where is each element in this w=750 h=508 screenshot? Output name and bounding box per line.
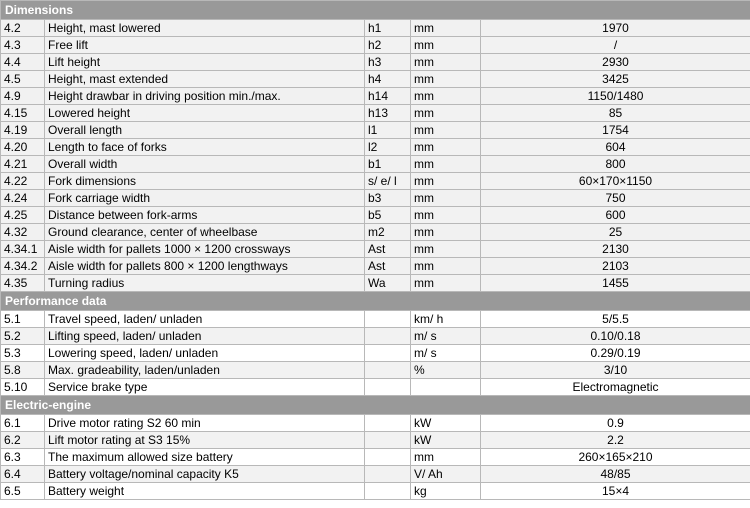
item-number-cell: 4.32	[1, 224, 45, 241]
symbol-cell: Ast	[365, 241, 411, 258]
symbol-cell: Wa	[365, 275, 411, 292]
value-cell: 3425	[481, 71, 750, 88]
description-cell: Aisle width for pallets 1000 × 1200 crossways	[45, 241, 365, 258]
value-cell: 800	[481, 156, 750, 173]
symbol-cell: h13	[365, 105, 411, 122]
unit-cell: mm	[411, 156, 481, 173]
description-cell: Overall length	[45, 122, 365, 139]
table-row	[1, 432, 750, 449]
description-cell: Overall width	[45, 156, 365, 173]
unit-cell: mm	[411, 207, 481, 224]
item-number-cell: 4.34.1	[1, 241, 45, 258]
item-number-cell: 4.3	[1, 37, 45, 54]
description-cell: Lowered height	[45, 105, 365, 122]
description-cell: Height drawbar in driving position min./max.	[45, 88, 365, 105]
section-header	[1, 396, 750, 415]
value-cell: 0.10/0.18	[481, 328, 750, 345]
unit-cell: mm	[411, 275, 481, 292]
description-cell: Lift height	[45, 54, 365, 71]
description-cell: The maximum allowed size battery	[45, 449, 365, 466]
symbol-cell: s/ e/ l	[365, 173, 411, 190]
item-number-cell: 4.25	[1, 207, 45, 224]
table-row	[1, 207, 750, 224]
description-cell: Turning radius	[45, 275, 365, 292]
item-number-cell: 5.8	[1, 362, 45, 379]
table-row	[1, 275, 750, 292]
unit-cell: mm	[411, 258, 481, 275]
item-number-cell: 4.20	[1, 139, 45, 156]
section-title: Electric-engine	[1, 396, 750, 415]
symbol-cell	[365, 483, 411, 500]
description-cell: Free lift	[45, 37, 365, 54]
item-number-cell: 5.2	[1, 328, 45, 345]
unit-cell: mm	[411, 37, 481, 54]
item-number-cell: 4.19	[1, 122, 45, 139]
symbol-cell	[365, 311, 411, 328]
description-cell: Fork carriage width	[45, 190, 365, 207]
unit-cell: %	[411, 362, 481, 379]
table-row	[1, 37, 750, 54]
symbol-cell	[365, 328, 411, 345]
unit-cell: kW	[411, 432, 481, 449]
symbol-cell	[365, 379, 411, 396]
description-cell: Max. gradeability, laden/unladen	[45, 362, 365, 379]
description-cell: Fork dimensions	[45, 173, 365, 190]
item-number-cell: 4.35	[1, 275, 45, 292]
section-title: Dimensions	[1, 1, 750, 20]
item-number-cell: 6.3	[1, 449, 45, 466]
symbol-cell: l1	[365, 122, 411, 139]
description-cell: Height, mast lowered	[45, 20, 365, 37]
table-row	[1, 258, 750, 275]
table-row	[1, 328, 750, 345]
value-cell: 25	[481, 224, 750, 241]
table-row	[1, 466, 750, 483]
description-cell: Travel speed, laden/ unladen	[45, 311, 365, 328]
symbol-cell	[365, 449, 411, 466]
table-row	[1, 122, 750, 139]
item-number-cell: 4.15	[1, 105, 45, 122]
description-cell: Drive motor rating S2 60 min	[45, 415, 365, 432]
symbol-cell: b3	[365, 190, 411, 207]
item-number-cell: 4.22	[1, 173, 45, 190]
value-cell: 3/10	[481, 362, 750, 379]
table-row	[1, 415, 750, 432]
description-cell: Aisle width for pallets 800 × 1200 lengthways	[45, 258, 365, 275]
value-cell: 48/85	[481, 466, 750, 483]
value-cell: 600	[481, 207, 750, 224]
table-row	[1, 20, 750, 37]
unit-cell: kg	[411, 483, 481, 500]
value-cell: 1754	[481, 122, 750, 139]
unit-cell: mm	[411, 173, 481, 190]
value-cell: 1455	[481, 275, 750, 292]
description-cell: Service brake type	[45, 379, 365, 396]
section-title: Performance data	[1, 292, 750, 311]
symbol-cell	[365, 415, 411, 432]
unit-cell	[411, 379, 481, 396]
description-cell: Lowering speed, laden/ unladen	[45, 345, 365, 362]
value-cell: 2103	[481, 258, 750, 275]
table-row	[1, 449, 750, 466]
item-number-cell: 5.10	[1, 379, 45, 396]
item-number-cell: 6.2	[1, 432, 45, 449]
value-cell: 0.9	[481, 415, 750, 432]
unit-cell: km/ h	[411, 311, 481, 328]
item-number-cell: 4.9	[1, 88, 45, 105]
symbol-cell	[365, 466, 411, 483]
unit-cell: mm	[411, 71, 481, 88]
symbol-cell: h2	[365, 37, 411, 54]
table-row	[1, 345, 750, 362]
item-number-cell: 5.3	[1, 345, 45, 362]
item-number-cell: 6.4	[1, 466, 45, 483]
item-number-cell: 4.4	[1, 54, 45, 71]
item-number-cell: 4.5	[1, 71, 45, 88]
table-row	[1, 88, 750, 105]
description-cell: Lifting speed, laden/ unladen	[45, 328, 365, 345]
value-cell: 0.29/0.19	[481, 345, 750, 362]
table-row	[1, 173, 750, 190]
description-cell: Lift motor rating at S3 15%	[45, 432, 365, 449]
symbol-cell: m2	[365, 224, 411, 241]
table-row	[1, 190, 750, 207]
value-cell: 60×170×1150	[481, 173, 750, 190]
section-header	[1, 292, 750, 311]
spec-table-body	[1, 1, 750, 500]
description-cell: Distance between fork-arms	[45, 207, 365, 224]
table-row	[1, 139, 750, 156]
table-row	[1, 71, 750, 88]
value-cell: 750	[481, 190, 750, 207]
value-cell: /	[481, 37, 750, 54]
symbol-cell: l2	[365, 139, 411, 156]
symbol-cell	[365, 362, 411, 379]
value-cell: Electromagnetic	[481, 379, 750, 396]
item-number-cell: 4.24	[1, 190, 45, 207]
value-cell: 85	[481, 105, 750, 122]
unit-cell: mm	[411, 190, 481, 207]
item-number-cell: 6.1	[1, 415, 45, 432]
symbol-cell	[365, 432, 411, 449]
unit-cell: mm	[411, 224, 481, 241]
section-header	[1, 1, 750, 20]
unit-cell: m/ s	[411, 345, 481, 362]
description-cell: Length to face of forks	[45, 139, 365, 156]
value-cell: 2.2	[481, 432, 750, 449]
value-cell: 15×4	[481, 483, 750, 500]
table-row	[1, 362, 750, 379]
table-row	[1, 105, 750, 122]
value-cell: 2930	[481, 54, 750, 71]
unit-cell: mm	[411, 88, 481, 105]
value-cell: 604	[481, 139, 750, 156]
unit-cell: mm	[411, 139, 481, 156]
table-row	[1, 156, 750, 173]
description-cell: Ground clearance, center of wheelbase	[45, 224, 365, 241]
unit-cell: V/ Ah	[411, 466, 481, 483]
value-cell: 5/5.5	[481, 311, 750, 328]
description-cell: Battery weight	[45, 483, 365, 500]
symbol-cell: h4	[365, 71, 411, 88]
description-cell: Battery voltage/nominal capacity K5	[45, 466, 365, 483]
unit-cell: mm	[411, 122, 481, 139]
table-row	[1, 379, 750, 396]
table-row	[1, 311, 750, 328]
table-row	[1, 241, 750, 258]
value-cell: 1150/1480	[481, 88, 750, 105]
table-row	[1, 483, 750, 500]
unit-cell: kW	[411, 415, 481, 432]
unit-cell: mm	[411, 20, 481, 37]
unit-cell: mm	[411, 449, 481, 466]
value-cell: 260×165×210	[481, 449, 750, 466]
item-number-cell: 4.2	[1, 20, 45, 37]
unit-cell: mm	[411, 105, 481, 122]
value-cell: 1970	[481, 20, 750, 37]
table-row	[1, 224, 750, 241]
item-number-cell: 4.34.2	[1, 258, 45, 275]
item-number-cell: 5.1	[1, 311, 45, 328]
symbol-cell: b1	[365, 156, 411, 173]
symbol-cell	[365, 345, 411, 362]
unit-cell: mm	[411, 54, 481, 71]
description-cell: Height, mast extended	[45, 71, 365, 88]
item-number-cell: 4.21	[1, 156, 45, 173]
unit-cell: m/ s	[411, 328, 481, 345]
symbol-cell: h1	[365, 20, 411, 37]
unit-cell: mm	[411, 241, 481, 258]
symbol-cell: h3	[365, 54, 411, 71]
table-row	[1, 54, 750, 71]
symbol-cell: Ast	[365, 258, 411, 275]
symbol-cell: h14	[365, 88, 411, 105]
item-number-cell: 6.5	[1, 483, 45, 500]
value-cell: 2130	[481, 241, 750, 258]
symbol-cell: b5	[365, 207, 411, 224]
